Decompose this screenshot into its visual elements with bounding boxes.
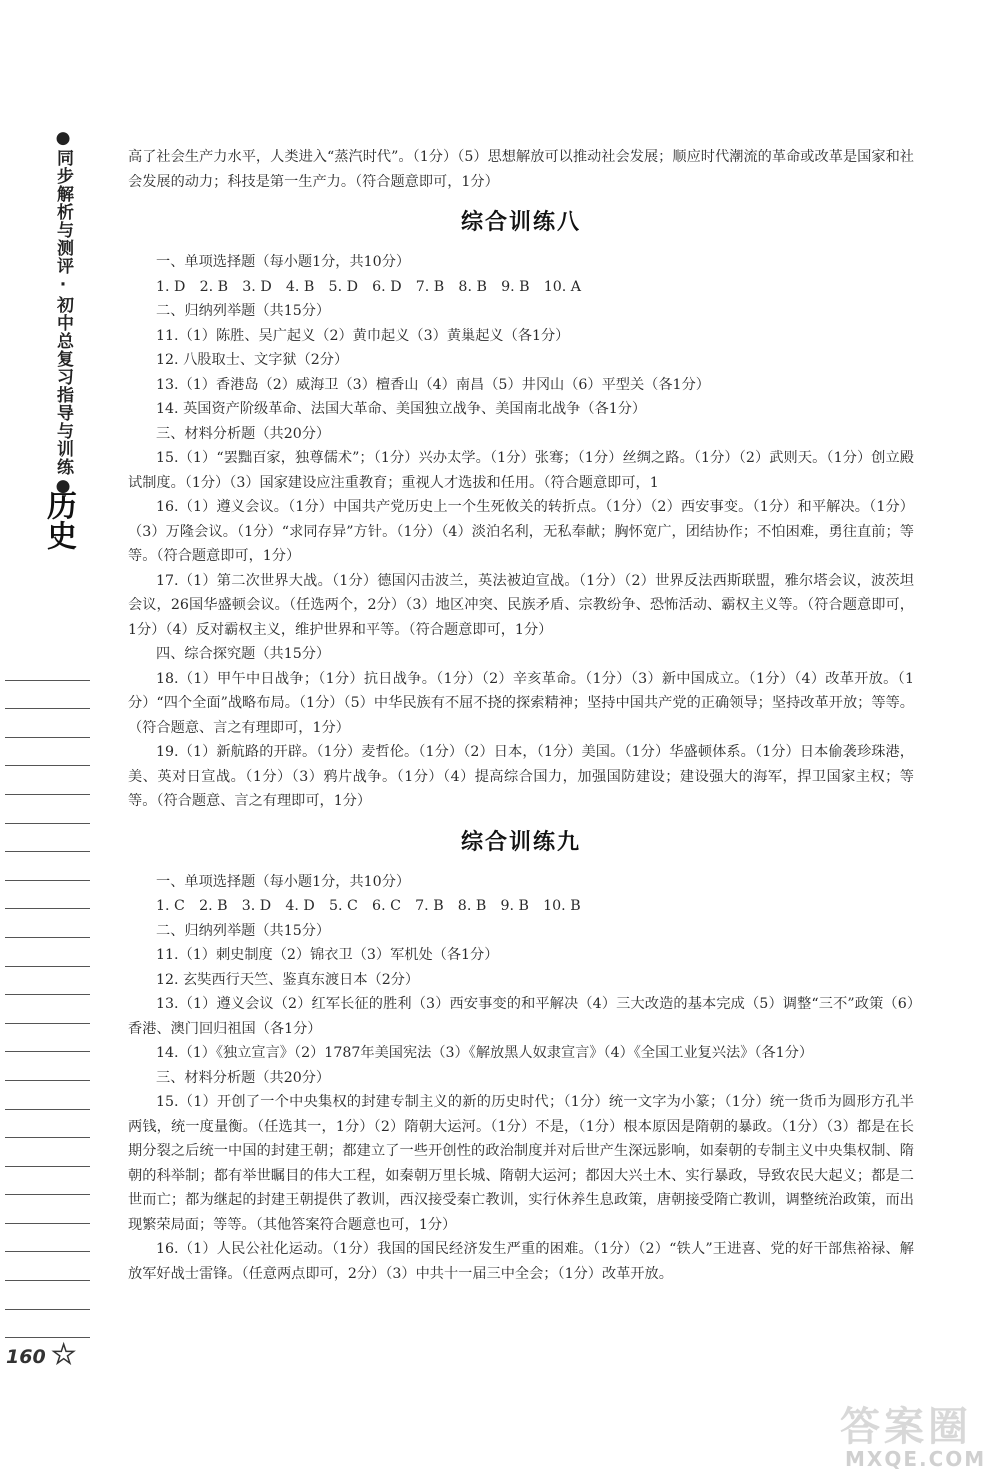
intro-block: [128, 145, 914, 194]
answer-line: 15.（1）开创了一个中央集权的封建专制主义的新的历史时代；（1分）统一文字为小篆；（1分）统一货币为圆形方孔半两钱，统一度量衡。（任选其一，1分）（2）隋朝大运河。（1分）不是，（1分）根本原因是隋朝的暴政。（1分）（3）都是在长期分裂之后统一中国的封建王朝；都建立了一些开创性的政治制度并对后世产生深远影响，如秦朝的专制主义中央集权制、隋朝的科举制；都有举世瞩目的伟大工程，如秦朝万里长城、隋朝大运河；都因大兴土木、实行暴政，导致农民大起义；都是二世而亡；都为继起的封建王朝提供了教训，西汉接受秦亡教训，实行休养生息政策，唐朝接受隋亡教训，调整统治政策，而出现繁荣局面；等等。（其他答案符合题意也可，1分）: [128, 1094, 914, 1233]
answer-line: 16.（1）遵义会议。（1分）中国共产党历史上一个生死攸关的转折点。（1分）（2）西安事变。（1分）和平解决。（1分）（3）万隆会议。（1分）“求同存异”方针。（1分）（4）淡泊名利，无私奉献；胸怀宽广，团结协作；不怕困难，勇往直前；等等。（符合题意即可，1分）: [128, 499, 914, 564]
section-8-body: [128, 250, 914, 814]
answer-line: 14. 英国资产阶级革命、法国大革命、美国独立战争、美国南北战争（各1分）: [156, 401, 647, 417]
star-icon: ★: [52, 1340, 76, 1370]
note-line: [5, 652, 90, 681]
answer-line: 12. 玄奘西行天竺、鉴真东渡日本（2分）: [156, 971, 420, 988]
answer-line: 11.（1）陈胜、吴广起义（2）黄巾起义（3）黄巢起义（各1分）: [156, 327, 570, 344]
note-line: [5, 852, 90, 881]
answer-line: 12. 八股取士、文字狱（2分）: [156, 352, 349, 368]
note-line: [5, 795, 90, 824]
note-line: [5, 1252, 90, 1281]
note-line: [5, 1052, 90, 1081]
answer-line: 一、单项选择题（每小题1分，共10分）: [156, 254, 411, 270]
series-title: ●同步解析与测评·初中总复习指导与训练●: [53, 128, 73, 497]
answer-line: 1. C 2. B 3. D 4. D 5. C 6. C 7. B 8. B 9. B 10. B: [156, 898, 581, 914]
note-line: [5, 881, 90, 910]
answer-line: 14.（1）《独立宣言》（2）1787年美国宪法（3）《解放黑人奴隶宣言》（4）《全国工业复兴法》（各1分）: [156, 1045, 814, 1061]
note-lines: [5, 652, 90, 1338]
answer-line: 17.（1）第二次世界大战。（1分）德国闪击波兰，英法被迫宣战。（1分）（2）世界反法西斯联盟，雅尔塔会议，波茨坦会议，26国华盛顿会议。（任选两个，2分）（3）地区冲突、民族矛盾、宗教纷争、恐怖活动、霸权主义等。（符合题意即可，1分）（4）反对霸权主义，维护世界和平等。（符合题意即可，1分）: [128, 572, 914, 638]
note-line: [5, 995, 90, 1024]
answer-line: 四、综合探究题（共15分）: [156, 646, 331, 662]
page-number: 160: [6, 1346, 46, 1368]
note-line: [5, 681, 90, 710]
note-line: [5, 1138, 90, 1167]
note-line: [5, 1310, 90, 1339]
note-line: [5, 1281, 90, 1310]
subject-label: 历史: [41, 490, 76, 550]
note-line: [5, 1081, 90, 1110]
answer-line: 二、归纳列举题（共15分）: [156, 922, 331, 939]
section-title-8: 综合训练八: [460, 210, 581, 235]
note-line: [5, 967, 90, 996]
answer-line: 16.（1）人民公社化运动。（1分）我国的国民经济发生严重的困难。（1分）（2）“铁人”王进喜、党的好干部焦裕禄、解放军好战士雷锋。（任意两点即可，2分）（3）中共十一届三中全会；（1分）改革开放。: [128, 1241, 914, 1282]
answer-line: 13.（1）香港岛（2）威海卫（3）檀香山（4）南昌（5）井冈山（6）平型关（各1分）: [156, 376, 710, 393]
answer-line: 19.（1）新航路的开辟。（1分）麦哲伦。（1分）（2）日本，（1分）美国。（1分）华盛顿体系。（1分）日本偷袭珍珠港，美、英对日宣战。（1分）（3）鸦片战争。（1分）（4）提高综合国力，加强国防建设；建设强大的海军，捍卫国家主权；等等。（符合题意、言之有理即可，1分）: [128, 744, 914, 809]
answer-content: [128, 145, 914, 1286]
answer-line: 1. D 2. B 3. D 4. B 5. D 6. D 7. B 8. B 9. B 10. A: [156, 278, 582, 295]
sidebar: [0, 0, 110, 1476]
answer-line: 三、材料分析题（共20分）: [156, 425, 331, 442]
watermark-logo: [840, 1395, 990, 1450]
answer-line: 18.（1）甲午中日战争；（1分）抗日战争。（1分）（2）辛亥革命。（1分）（3）新中国成立。（1分）（4）改革开放。（1分）“四个全面”战略布局。（1分）（5）中华民族有不屈不挠的探索精神；坚持中国共产党的正确领导；坚持改革开放；等等。（符合题意、言之有理即可，1分）: [128, 670, 914, 736]
note-line: [5, 709, 90, 738]
section-9-body: [128, 870, 914, 1287]
note-line: [5, 938, 90, 967]
answer-line: 二、归纳列举题（共15分）: [156, 303, 331, 319]
note-line: [5, 738, 90, 767]
watermark-logo-text: 答案圈: [840, 1404, 972, 1450]
note-line: [5, 1110, 90, 1139]
intro-line: 高了社会生产力水平，人类进入“蒸汽时代”。（1分）（5）思想解放可以推动社会发展；顺应时代潮流的革命或改革是国家和社会发展的动力；科技是第一生产力。（符合题意即可，1分）: [128, 149, 914, 190]
note-line: [5, 1167, 90, 1196]
note-line: [5, 1195, 90, 1224]
section-title-9: 综合训练九: [460, 829, 581, 855]
answer-line: 15.（1）“罢黜百家，独尊儒术”；（1分）兴办太学。（1分）张骞；（1分）丝绸之路。（1分）（2）武则天。（1分）创立殿试制度。（1分）（3）国家建设应注重教育；重视人才选拔和任用。（符合题意即可，1: [128, 450, 914, 491]
answer-line: 11.（1）刺史制度（2）锦衣卫（3）军机处（各1分）: [156, 947, 499, 963]
note-line: [5, 1024, 90, 1053]
note-line: [5, 909, 90, 938]
note-line: [5, 824, 90, 853]
watermark-url: MXQE.COM: [845, 1447, 987, 1471]
answer-line: 一、单项选择题（每小题1分，共10分）: [156, 873, 411, 890]
note-line: [5, 766, 90, 795]
note-line: [5, 1224, 90, 1253]
answer-line: 13.（1）遵义会议（2）红军长征的胜利（3）西安事变的和平解决（4）三大改造的基本完成（5）调整“三不”政策（6）香港、澳门回归祖国（各1分）: [128, 996, 914, 1037]
answer-line: 三、材料分析题（共20分）: [156, 1069, 331, 1086]
